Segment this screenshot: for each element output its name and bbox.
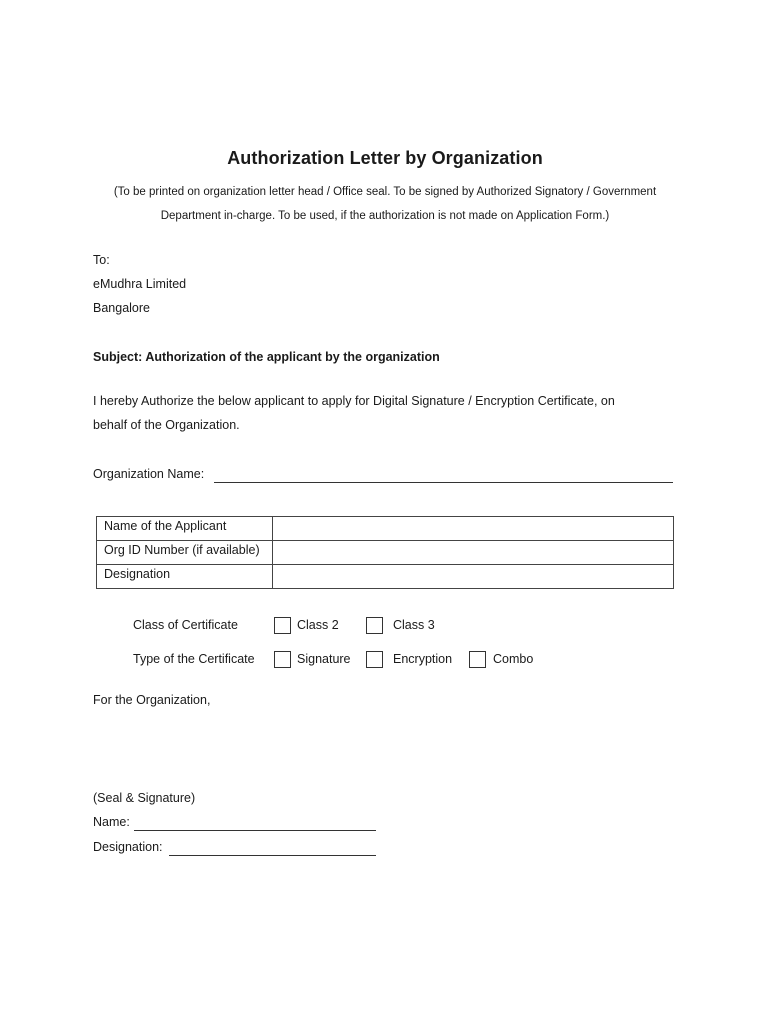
signatory-designation-label: Designation: [93,840,163,854]
recipient-name: eMudhra Limited [93,277,187,291]
print-instructions-line-1: (To be printed on organization letter head / Office seal. To be signed by Authorized Signatory / Government [113,186,657,198]
class-3-checkbox[interactable] [366,617,383,634]
signature-label: Signature [297,652,351,666]
print-instructions-line-2: Department in-charge. To be used, if the authorization is not made on Application Form.) [160,210,610,222]
signature-checkbox[interactable] [274,651,291,668]
organization-name-field[interactable] [214,482,673,483]
table-row [97,517,674,541]
type-of-certificate-label: Type of the Certificate [133,652,255,666]
document-title: Authorization Letter by Organization [227,148,543,168]
class-2-label: Class 2 [297,618,339,632]
class-2-checkbox[interactable] [274,617,291,634]
recipient-city: Bangalore [93,301,150,315]
combo-label: Combo [493,652,534,666]
for-organization-text: For the Organization, [93,693,211,707]
seal-signature-label: (Seal & Signature) [93,791,196,805]
body-text-line-1: I hereby Authorize the below applicant to apply for Digital Signature / Encryption Certificate, on [93,394,615,408]
org-id-field[interactable] [273,541,674,565]
applicant-name-field[interactable] [273,517,674,541]
table-row [97,541,674,565]
to-label: To: [93,253,110,267]
encryption-label: Encryption [393,652,453,666]
signatory-name-field[interactable] [134,830,376,831]
applicant-name-label: Name of the Applicant [97,517,273,541]
signatory-name-label: Name: [93,815,130,829]
class-3-label: Class 3 [393,618,435,632]
print-instructions [60,180,710,228]
encryption-checkbox[interactable] [366,651,383,668]
class-of-certificate-label: Class of Certificate [133,618,238,632]
combo-checkbox[interactable] [469,651,486,668]
signatory-designation-field[interactable] [169,855,376,856]
designation-label: Designation [97,565,273,589]
table-row [97,565,674,589]
applicant-details-table [96,516,674,589]
organization-name-label: Organization Name: [93,467,205,481]
subject-line: Subject: Authorization of the applicant by the organization [93,350,440,364]
org-id-label: Org ID Number (if available) [97,541,273,565]
designation-field[interactable] [273,565,674,589]
body-text-line-2: behalf of the Organization. [93,418,240,432]
